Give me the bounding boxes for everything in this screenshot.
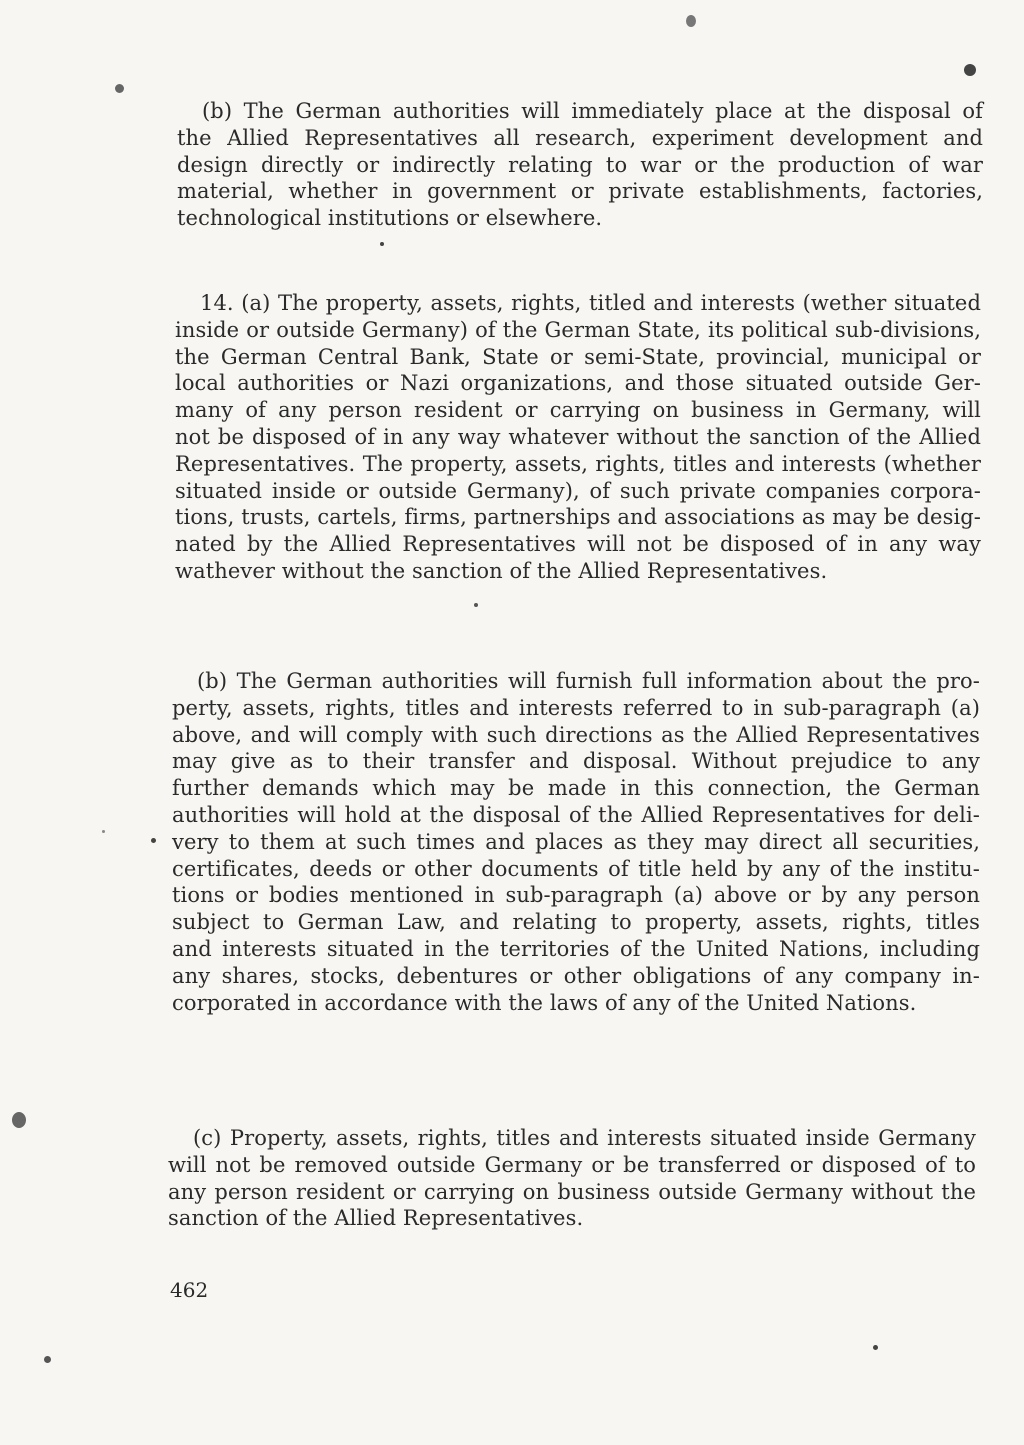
text-line: technological institutions or elsewhere.	[177, 206, 603, 231]
scan-speck	[12, 1112, 26, 1128]
text-line: further demands which may be made in this connection, the German	[172, 776, 980, 801]
paragraph-14a	[175, 290, 981, 585]
text-line: 14. (a) The property, assets, rights, titled and interests (wether situated	[200, 291, 981, 315]
text-line: corporated in accordance with the laws of any of the United Nations.	[172, 990, 917, 1015]
scan-speck	[873, 1345, 878, 1350]
text-line: tions, trusts, cartels, firms, partnerships and associations as may be desig-	[175, 505, 981, 530]
text-line: sanction of the Allied Representatives.	[168, 1206, 584, 1231]
paragraph-14b	[172, 668, 980, 1016]
paragraph-13b	[177, 98, 983, 232]
text-line: may give as to their transfer and disposal. Without prejudice to any	[172, 749, 980, 774]
text-line: above, and will comply with such directions as the Allied Representatives	[172, 722, 980, 747]
text-line: very to them at such times and places as they may direct all securities,	[172, 829, 980, 854]
scan-speck	[964, 64, 976, 76]
text-line: perty, assets, rights, titles and interests referred to in sub-paragraph (a)	[172, 695, 980, 720]
text-line: will not be removed outside Germany or be transferred or disposed of to	[168, 1152, 976, 1177]
scan-speck	[151, 838, 156, 843]
text-line: authorities will hold at the disposal of the Allied Representatives for deli-	[172, 802, 980, 827]
text-line: local authorities or Nazi organizations, and those situated outside Ger-	[175, 371, 981, 396]
text-line: certificates, deeds or other documents of title held by any of the institu-	[172, 856, 980, 881]
text-line: not be disposed of in any way whatever without the sanction of the Allied	[175, 424, 981, 449]
scan-speck	[474, 603, 478, 607]
text-line: the Allied Representatives all research, experiment development and	[177, 125, 983, 150]
text-line: subject to German Law, and relating to property, assets, rights, titles	[172, 910, 980, 935]
scan-speck	[102, 830, 105, 833]
text-line: design directly or indirectly relating to war or the production of war	[177, 152, 983, 177]
text-line: (b) The German authorities will furnish full information about the pro-	[197, 669, 980, 693]
text-line: any person resident or carrying on business outside Germany without the	[168, 1179, 976, 1204]
text-line: the German Central Bank, State or semi-State, provincial, municipal or	[175, 344, 981, 369]
text-line: wathever without the sanction of the Allied Representatives.	[175, 558, 828, 583]
text-line: any shares, stocks, debentures or other obligations of any company in-	[172, 963, 980, 988]
text-line: (c) Property, assets, rights, titles and interests situated inside Germany	[193, 1126, 976, 1150]
page-number: 462	[170, 1278, 209, 1302]
text-line: inside or outside Germany) of the German State, its political sub-divisions,	[175, 317, 981, 342]
text-line: many of any person resident or carrying on business in Germany, will	[175, 398, 981, 423]
scan-speck	[44, 1356, 51, 1363]
text-line: (b) The German authorities will immediately place at the disposal of	[202, 99, 983, 123]
text-line: situated inside or outside Germany), of such private companies corpora-	[175, 478, 981, 503]
scan-speck	[686, 15, 696, 27]
text-line: and interests situated in the territories of the United Nations, including	[172, 936, 980, 961]
text-line: material, whether in government or private establishments, factories,	[177, 179, 983, 204]
text-line: tions or bodies mentioned in sub-paragraph (a) above or by any person	[172, 883, 980, 908]
text-line: nated by the Allied Representatives will not be disposed of in any way	[175, 532, 981, 557]
text-line: Representatives. The property, assets, rights, titles and interests (whether	[175, 451, 981, 476]
scan-speck	[115, 84, 124, 93]
paragraph-14c	[168, 1125, 976, 1232]
scan-speck	[380, 242, 384, 246]
